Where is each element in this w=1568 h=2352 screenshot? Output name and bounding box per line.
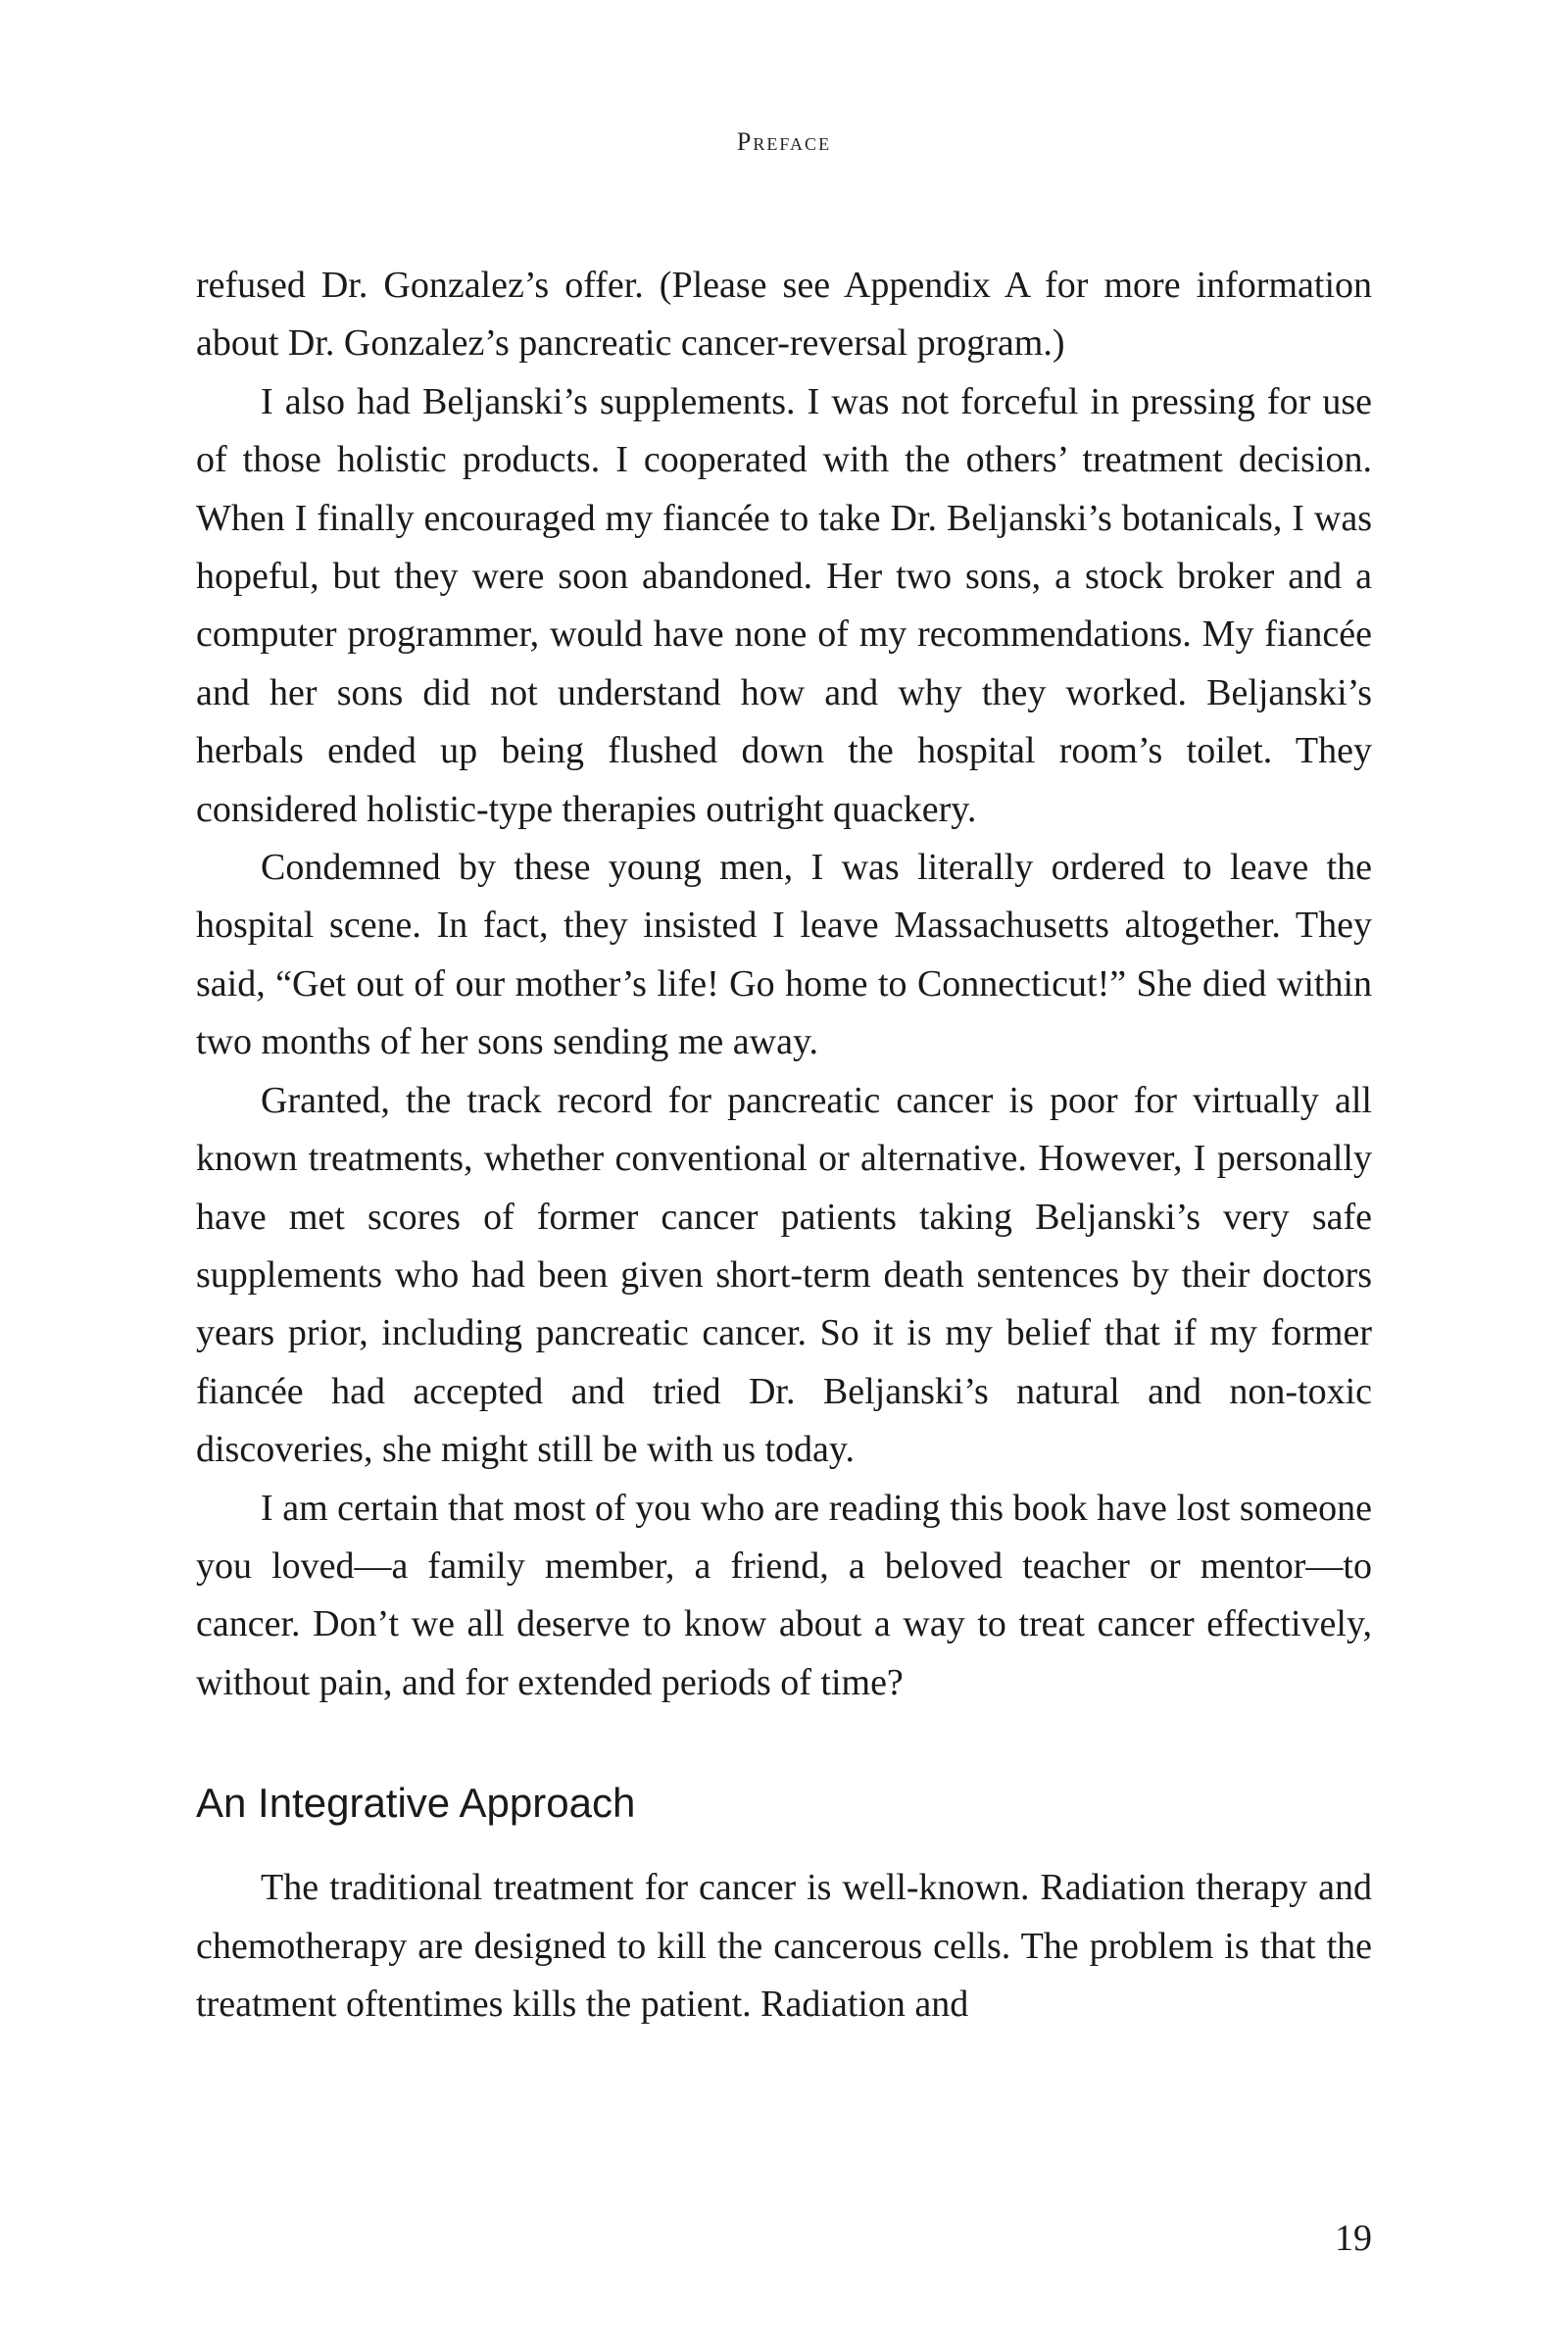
body-text bbox=[196, 257, 1372, 2034]
paragraph: I am certain that most of you who are reading this book have lost someone you loved—a family member, a friend, a beloved teacher or mentor—to cancer. Don’t we all deserve to know about a way to treat cancer effectively, without pain, and for extended periods of time? bbox=[196, 1487, 1372, 1703]
page-number: 19 bbox=[1335, 2218, 1372, 2259]
paragraph: The traditional treatment for cancer is well-known. Radiation therapy and chemotherapy are designed to kill the cancerous cells. The problem is that the treatment oftentimes kills the patient. Radiation and bbox=[196, 1867, 1372, 2025]
running-head: Preface bbox=[736, 127, 832, 156]
paragraph: Condemned by these young men, I was literally ordered to leave the hospital scene. In fact, they insisted I leave Massachusetts altogether. They said, “Get out of our mother’s life! Go home to Connecticut!” She died within two months of her sons sending me away. bbox=[196, 847, 1372, 1063]
section-heading: An Integrative Approach bbox=[196, 1780, 636, 1827]
paragraph: I also had Beljanski’s supplements. I was not forceful in pressing for use of those holistic products. I cooperated with the others’ treatment decision. When I finally encouraged my fiancée to take Dr. Beljanski’s botanicals, I was hopeful, but they were soon abandoned. Her two sons, a stock broker and a computer programmer, would have none of my recommendations. My fiancée and her sons did not understand how and why they worked. Beljanski’s herbals ended up being flushed down the hospital room’s toilet. They considered holistic-type therapies outright quackery. bbox=[196, 380, 1372, 830]
paragraph: Granted, the track record for pancreatic cancer is poor for virtually all known treatments, whether conventional or alternative. However, I personally have met scores of former cancer patients taking Beljanski’s very safe supplements who had been given short-term death sentences by their doctors years prior, including pancreatic cancer. So it is my belief that if my former fiancée had accepted and tried Dr. Beljanski’s natural and non-toxic discoveries, she might still be with us today. bbox=[196, 1079, 1372, 1471]
paragraph: refused Dr. Gonzalez’s offer. (Please see Appendix A for more information about Dr. Gonzalez’s pancreatic cancer-reversal program.) bbox=[196, 265, 1372, 365]
